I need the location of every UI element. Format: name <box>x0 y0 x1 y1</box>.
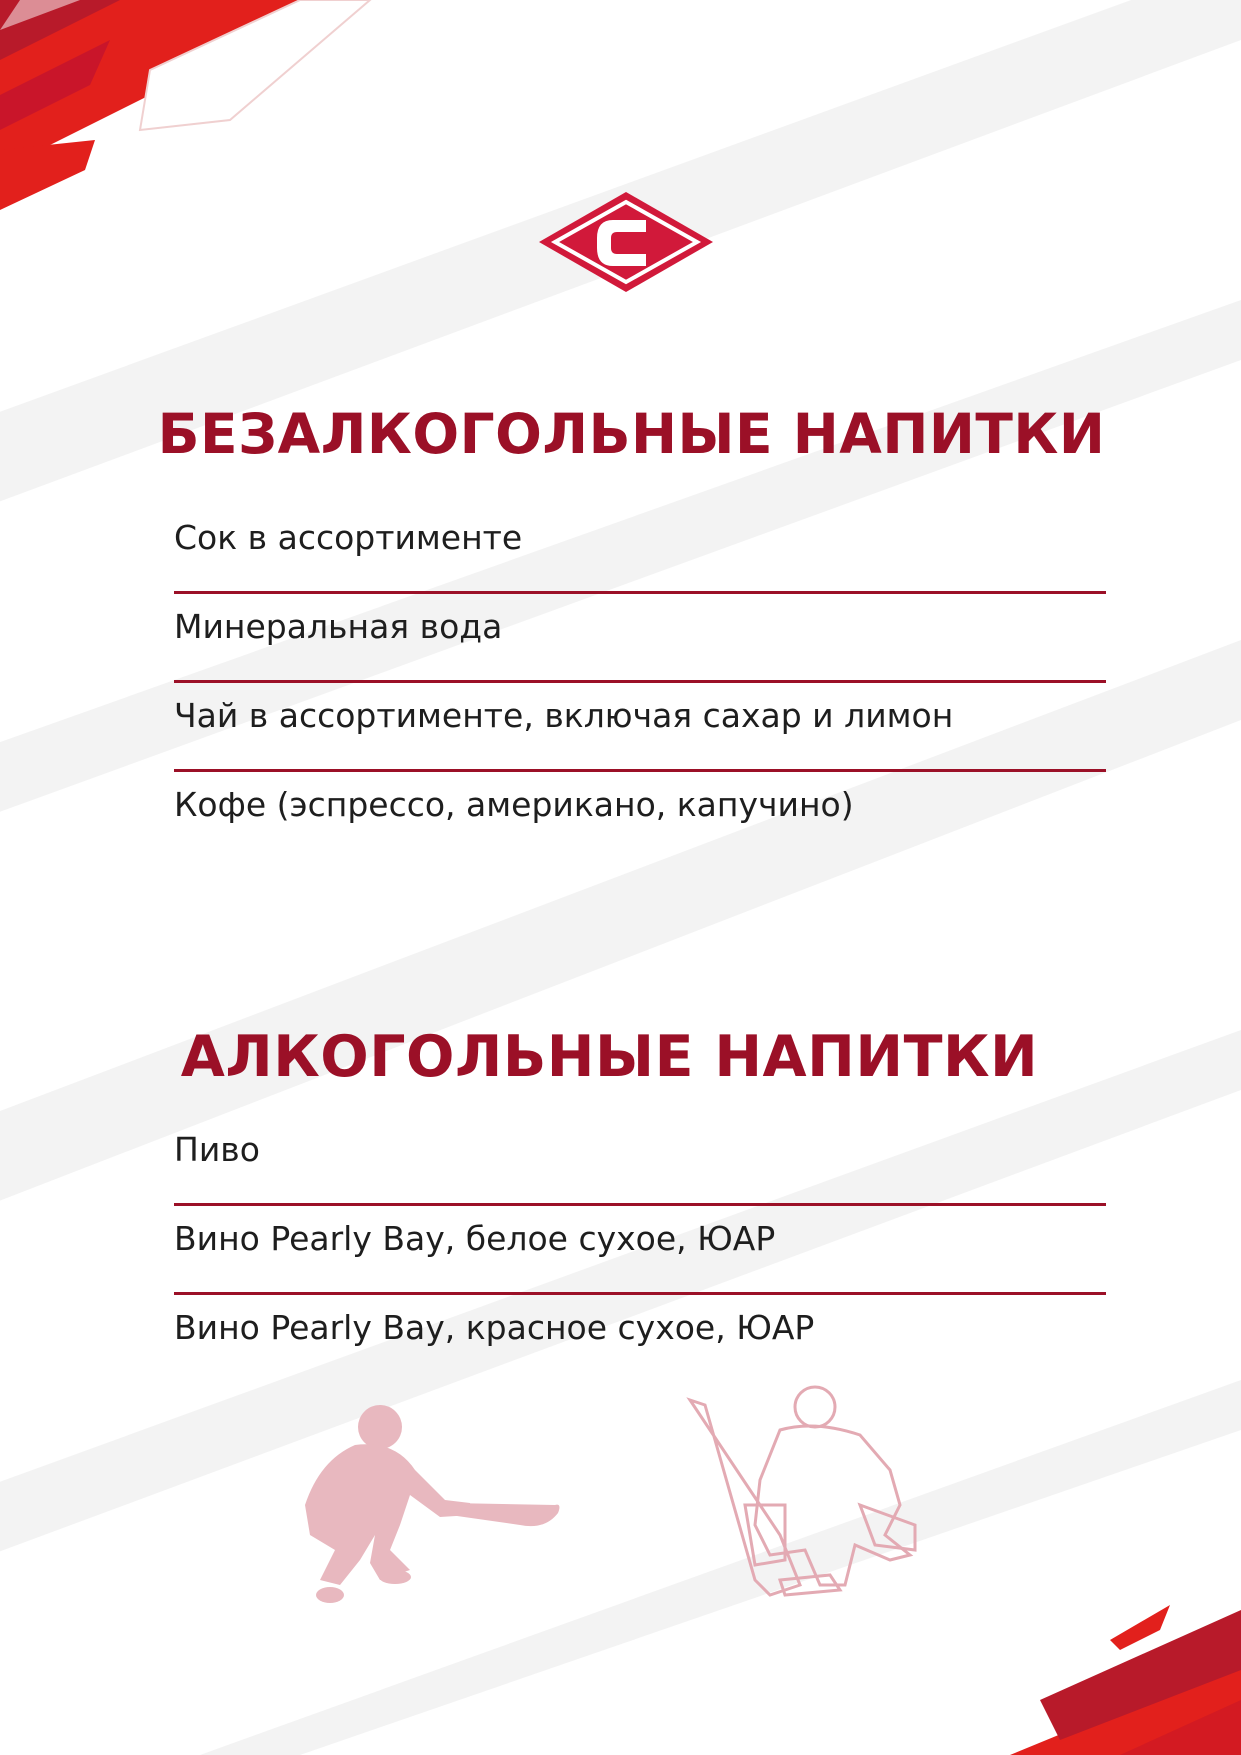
hockey-players-illustration <box>300 1385 960 1615</box>
bottom-right-corner-stripes <box>1010 1605 1241 1755</box>
list-item: Чай в ассортименте, включая сахар и лимон <box>174 683 1106 772</box>
list-item: Вино Pearly Bay, красное сухое, ЮАР <box>174 1308 815 1347</box>
list-item: Вино Pearly Bay, белое сухое, ЮАР <box>174 1206 1106 1295</box>
non-alcoholic-drinks-heading: БЕЗАЛКОГОЛЬНЫЕ НАПИТКИ <box>157 402 1106 466</box>
list-item: Сок в ассортименте <box>174 505 1106 594</box>
top-left-corner-stripes <box>0 0 370 210</box>
hockey-goalie-icon <box>690 1387 915 1595</box>
list-item: Кофе (эспрессо, американо, капучино) <box>174 785 854 824</box>
hockey-skater-icon <box>305 1405 559 1603</box>
list-item: Минеральная вода <box>174 594 1106 683</box>
alcoholic-drinks-list <box>174 1117 1106 1384</box>
spartak-rhombus-logo-icon <box>535 190 717 294</box>
non-alcoholic-drinks-list <box>174 505 1106 861</box>
list-item: Пиво <box>174 1117 1106 1206</box>
alcoholic-drinks-heading: АЛКОГОЛЬНЫЕ НАПИТКИ <box>180 1024 1039 1090</box>
